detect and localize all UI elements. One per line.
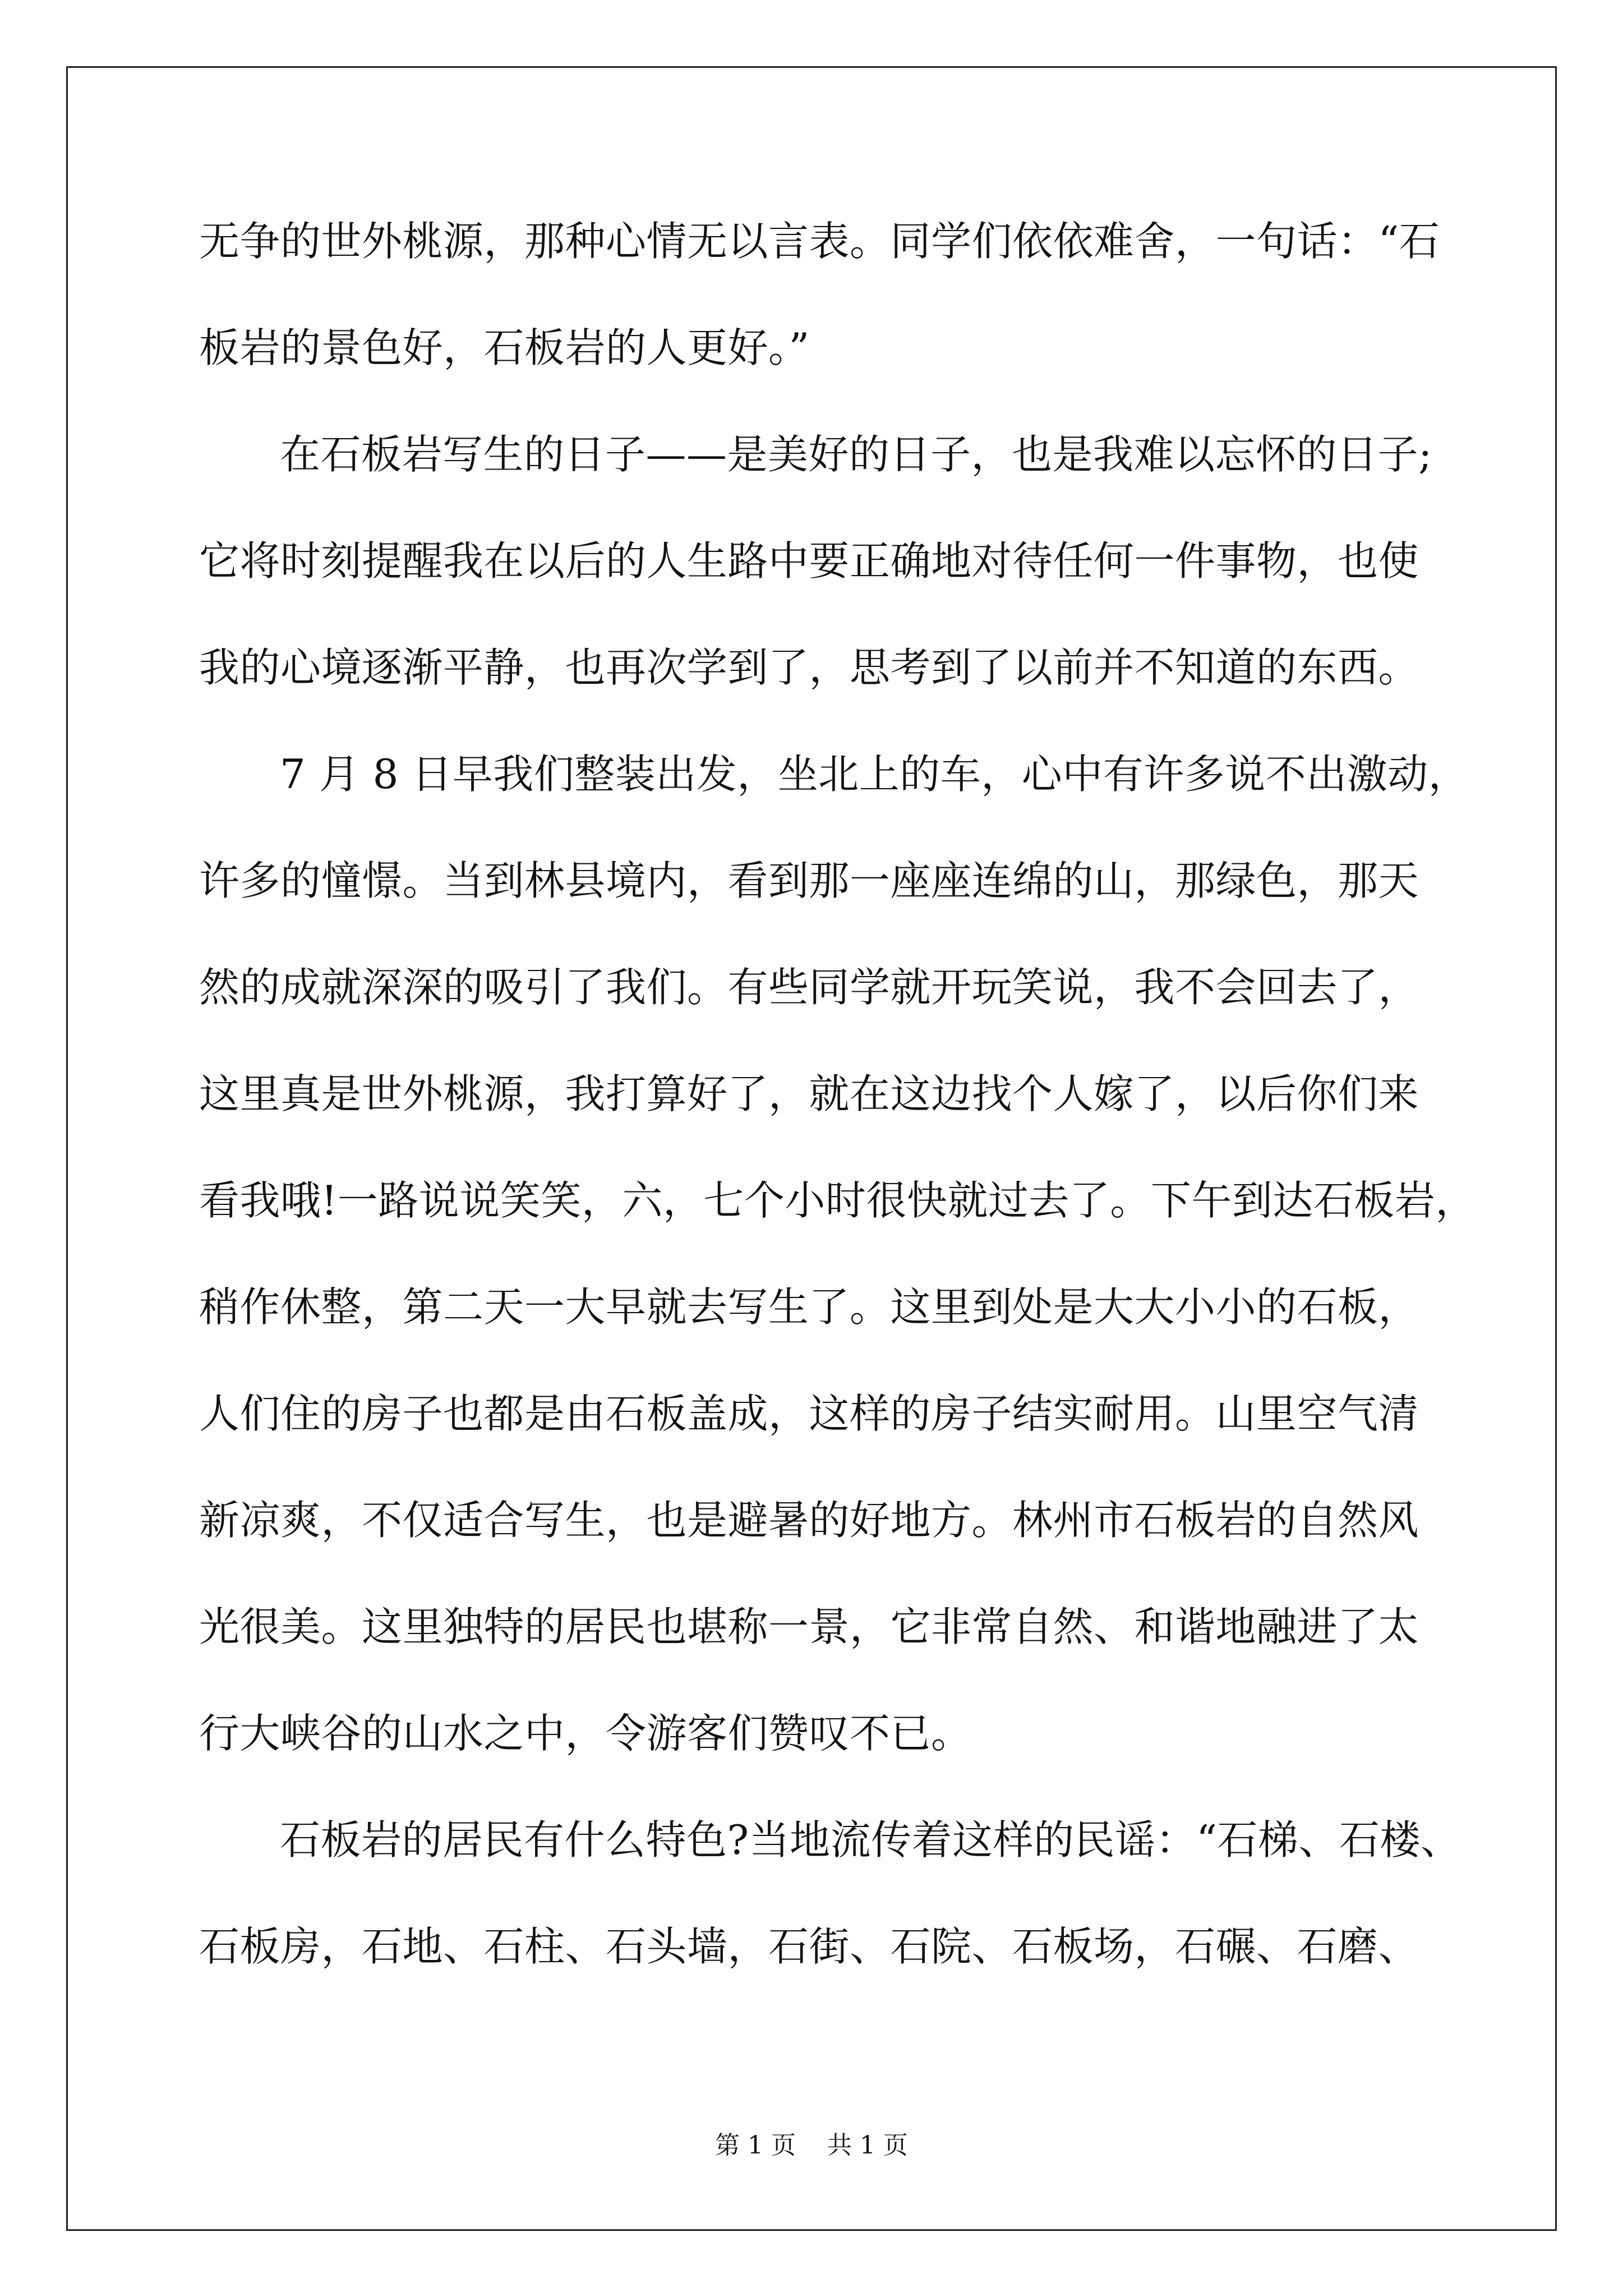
text-line: 光很美。这里独特的居民也堪称一景，它非常自然、和谐地融进了太	[199, 1603, 1419, 1650]
page-footer	[0, 2129, 1623, 2162]
page-total: 共 1 页	[827, 2131, 908, 2160]
text-line: 行大峡谷的山水之中，令游客们赞叹不已。	[199, 1710, 972, 1757]
text-line: 它将时刻提醒我在以后的人生路中要正确地对待任何一件事物，也使	[199, 537, 1419, 585]
text-line: 然的成就深深的吸引了我们。有些同学就开玩笑说，我不会回去了，	[199, 964, 1419, 1011]
text-line: 稍作休整，第二天一大早就去写生了。这里到处是大大小小的石板，	[199, 1283, 1419, 1331]
text-line: 人们住的房子也都是由石板盖成，这样的房子结实耐用。山里空气清	[199, 1390, 1419, 1437]
text-line: 新凉爽，不仅适合写生，也是避暑的好地方。林州市石板岩的自然风	[199, 1497, 1419, 1544]
text-line: 这里真是世外桃源，我打算好了，就在这边找个人嫁了，以后你们来	[199, 1070, 1419, 1117]
text-line: 石板岩的居民有什么特色?当地流传着这样的民谣：“石梯、石楼、	[280, 1816, 1461, 1864]
text-line: 7 月 8 日早我们整装出发，坐北上的车，心中有许多说不出激动，	[280, 751, 1469, 798]
text-line: 我的心境逐渐平静，也再次学到了，思考到了以前并不知道的东西。	[199, 644, 1419, 691]
document-body	[199, 208, 1476, 2019]
text-line: 在石板岩写生的日子——是美好的日子，也是我难以忘怀的日子;	[280, 431, 1432, 478]
text-line: 许多的憧憬。当到林县境内，看到那一座座连绵的山，那绿色，那天	[199, 857, 1419, 904]
text-line: 板岩的景色好，石板岩的人更好。”	[199, 324, 810, 371]
text-line: 看我哦!一路说说笑笑，六，七个小时很快就过去了。下午到达石板岩，	[199, 1177, 1476, 1224]
text-line: 无争的世外桃源，那种心情无以言表。同学们依依难舍，一句话：“石	[199, 218, 1440, 265]
text-line: 石板房，石地、石柱、石头墙，石街、石院、石板场，石碾、石磨、	[199, 1923, 1419, 1970]
page-number: 第 1 页	[715, 2131, 796, 2160]
